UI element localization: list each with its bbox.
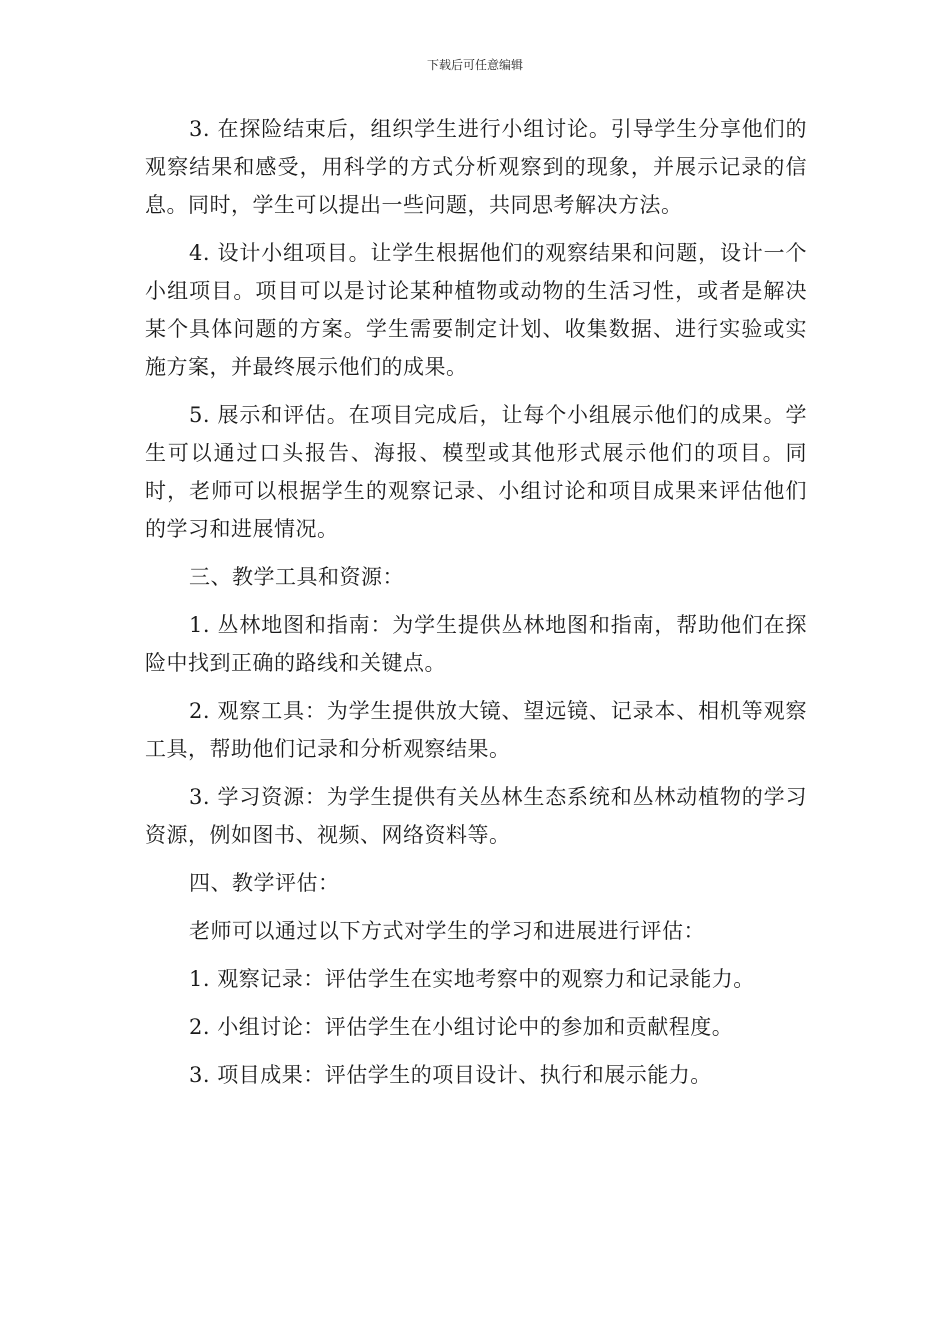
paragraph-tool-1-map: 1. 丛林地图和指南：为学生提供丛林地图和指南，帮助他们在探险中找到正确的路线和关键点。 [145,613,807,675]
document-body [145,110,807,1104]
paragraph-assessment-intro: 老师可以通过以下方式对学生的学习和进展进行评估： [189,919,705,943]
paragraph-assessment-1: 1. 观察记录：评估学生在实地考察中的观察力和记录能力。 [189,967,755,991]
paragraph-tool-3-resources: 3. 学习资源：为学生提供有关丛林生态系统和丛林动植物的学习资源，例如图书、视频、网络资料等。 [145,785,807,847]
section-heading-tools: 三、教学工具和资源： [189,565,404,589]
paragraph-step-4-group-project: 4. 设计小组项目。让学生根据他们的观察结果和问题，设计一个小组项目。项目可以是讨论某种植物或动物的生活习性，或者是解决某个具体问题的方案。学生需要制定计划、收集数据、进行实验或实施方案，并最终展示他们的成果。 [145,241,807,379]
page-header: 下载后可任意编辑 [426,58,523,72]
paragraph-tool-2-observation: 2. 观察工具：为学生提供放大镜、望远镜、记录本、相机等观察工具，帮助他们记录和分析观察结果。 [145,699,807,761]
section-heading-assessment: 四、教学评估： [189,871,340,895]
paragraph-assessment-2: 2. 小组讨论：评估学生在小组讨论中的参加和贡献程度。 [189,1015,734,1039]
paragraph-step-5-presentation: 5. 展示和评估。在项目完成后，让每个小组展示他们的成果。学生可以通过口头报告、海报、模型或其他形式展示他们的项目。同时，老师可以根据学生的观察记录、小组讨论和项目成果来评估他们的学习和进展情况。 [145,403,807,541]
paragraph-step-3-discussion: 3. 在探险结束后，组织学生进行小组讨论。引导学生分享他们的观察结果和感受，用科学的方式分析观察到的现象，并展示记录的信息。同时，学生可以提出一些问题，共同思考解决方法。 [145,117,807,217]
paragraph-assessment-3: 3. 项目成果：评估学生的项目设计、执行和展示能力。 [189,1063,712,1087]
